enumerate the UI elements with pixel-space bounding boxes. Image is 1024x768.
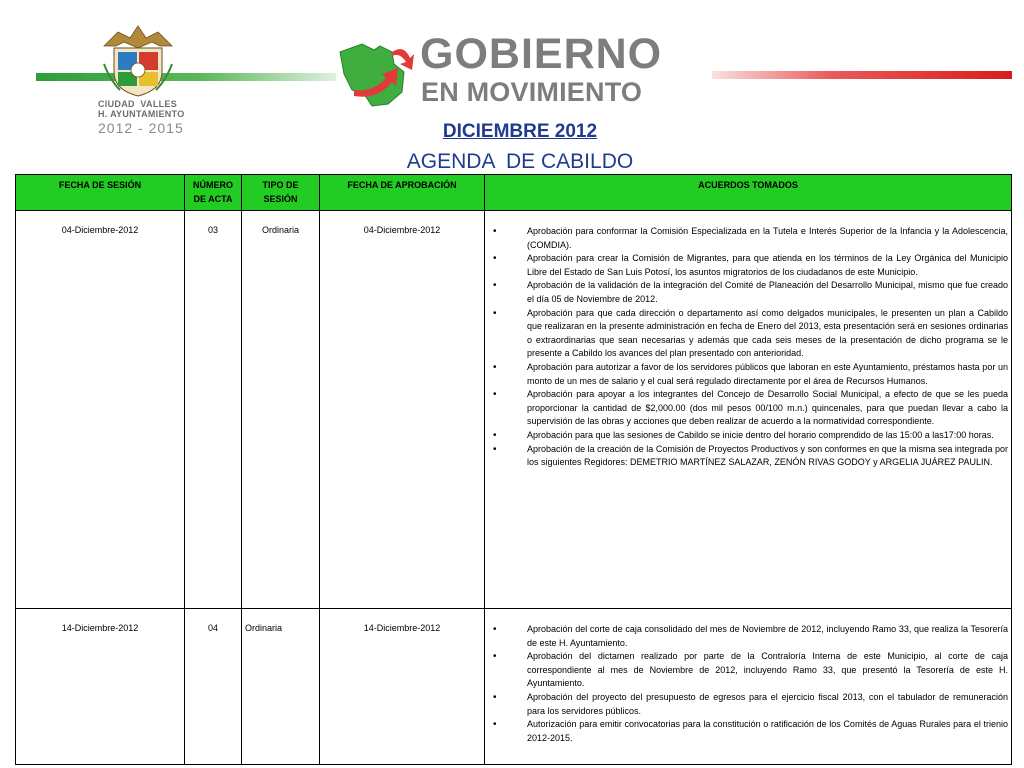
- agenda-table: [15, 174, 1012, 765]
- cell-tipo-sesion: Ordinaria: [242, 609, 320, 765]
- cell-fecha-aprobacion: 04-Diciembre-2012: [320, 211, 485, 609]
- list-item: • Aprobación para apoyar a los integrantes del Concejo de Desarrollo Social Municipal, a efecto de que se les pueda proporcionar la cantidad de $2,000.00 (dos mil pesos 00/100 m.n.) quincenales, para que puedan llevar a cabo la supervisión de las obras y acciones que deben realizar de acuerdo a la normatividad correspondiente.: [488, 388, 1008, 429]
- list-item: • Aprobación para crear la Comisión de Migrantes, para que atienda en los términos de la Ley Orgánica del Municipio Libre del Estado de San Luis Potosí, los asuntos migratorios de los ciudadanos de este Municipio.: [488, 252, 1008, 279]
- logo-title: GOBIERNO: [420, 30, 663, 78]
- list-item: • Autorización para emitir convocatorias para la constitución o ratificación de los Comités de Aguas Rurales para el trienio 2012-2015.: [488, 718, 1008, 745]
- list-item: • Aprobación para conformar la Comisión Especializada en la Tutela e Interés Superior de la Infancia y la Adolescencia, (COMDIA).: [488, 225, 1008, 252]
- cell-acuerdos: [485, 211, 1012, 609]
- month-heading: DICIEMBRE 2012: [442, 121, 598, 142]
- cell-tipo-sesion: Ordinaria: [242, 211, 320, 609]
- term-years: 2012 - 2015: [98, 120, 184, 136]
- col-header-fecha-aprobacion: FECHA DE APROBACIÓN: [320, 175, 485, 211]
- cell-fecha-sesion: 14-Diciembre-2012: [16, 609, 185, 765]
- list-item: • Aprobación del corte de caja consolidado del mes de Noviembre de 2012, incluyendo Ramo 33, que realiza la Tesorería de este H. Ayuntamiento.: [488, 623, 1008, 650]
- cell-numero-acta: 04: [185, 609, 242, 765]
- list-item: • Aprobación del proyecto del presupuesto de egresos para el ejercicio fiscal 2013, con el tabulador de remuneración para los servidores públicos.: [488, 691, 1008, 718]
- crest-icon: [100, 24, 176, 98]
- col-header-tipo-sesion: TIPO DE SESIÓN: [242, 175, 320, 211]
- table-row: [16, 211, 1012, 609]
- table-row: [16, 609, 1012, 765]
- red-header-band: [712, 71, 1012, 79]
- city-name: CIUDAD VALLES: [98, 99, 178, 109]
- col-header-fecha-sesion: FECHA DE SESIÓN: [16, 175, 185, 211]
- list-item: • Aprobación para que cada dirección o departamento así como delgados municipales, le presenten un plan a Cabildo que realizaran en la presente administración en fecha de Enero del 2013, esta presentación será en sesiones ordinarias o extraordinarias que sean necesarias y además que cada seis meses de la presentación de dicho programa se le presente a Cabildo los avances del plan presentado con anterioridad.: [488, 307, 1008, 361]
- col-header-acuerdos: ACUERDOS TOMADOS: [485, 175, 1012, 211]
- table-header-row: [16, 175, 1012, 211]
- map-arrow-icon: [334, 34, 418, 110]
- logo-subtitle: EN MOVIMIENTO: [421, 77, 643, 107]
- green-header-band: [36, 73, 336, 81]
- cell-acuerdos: [485, 609, 1012, 765]
- list-item: • Aprobación del dictamen realizado por parte de la Contraloría Interna de este Municipio, al corte de caja correspondiente al mes de Noviembre de 2012, incluyendo Ramo 33, que presentó la Tesorería de este H. Ayuntamiento.: [488, 650, 1008, 691]
- list-item: • Aprobación de la validación de la integración del Comité de Planeación del Desarrollo Municipal, mismo que fue creado el día 05 de Noviembre de 2012.: [488, 279, 1008, 306]
- acuerdos-list: [488, 225, 1008, 470]
- cell-fecha-sesion: 04-Diciembre-2012: [16, 211, 185, 609]
- list-item: • Aprobación para que las sesiones de Cabildo se inicie dentro del horario comprendido de las 15:00 a las17:00 horas.: [488, 429, 1008, 443]
- page-title: AGENDA DE CABILDO: [406, 150, 634, 173]
- acuerdos-list: [488, 623, 1008, 745]
- list-item: • Aprobación para autorizar a favor de los servidores públicos que laboran en este Ayuntamiento, préstamos hasta por un monto de un mes de salario y el cual será regulado directamente por el área de Recursos Humanos.: [488, 361, 1008, 388]
- council-name: H. AYUNTAMIENTO: [98, 109, 185, 119]
- col-header-numero-acta: NÚMERO DE ACTA: [185, 175, 242, 211]
- cell-fecha-aprobacion: 14-Diciembre-2012: [320, 609, 485, 765]
- cell-numero-acta: 03: [185, 211, 242, 609]
- list-item: • Aprobación de la creación de la Comisión de Proyectos Productivos y son conformes en que la misma sea integrada por los siguientes Regidores: DEMETRIO MARTÍNEZ SALAZAR, ZENÓN RIVAS GODOY y ARGELIA JUÁREZ PAULIN.: [488, 443, 1008, 470]
